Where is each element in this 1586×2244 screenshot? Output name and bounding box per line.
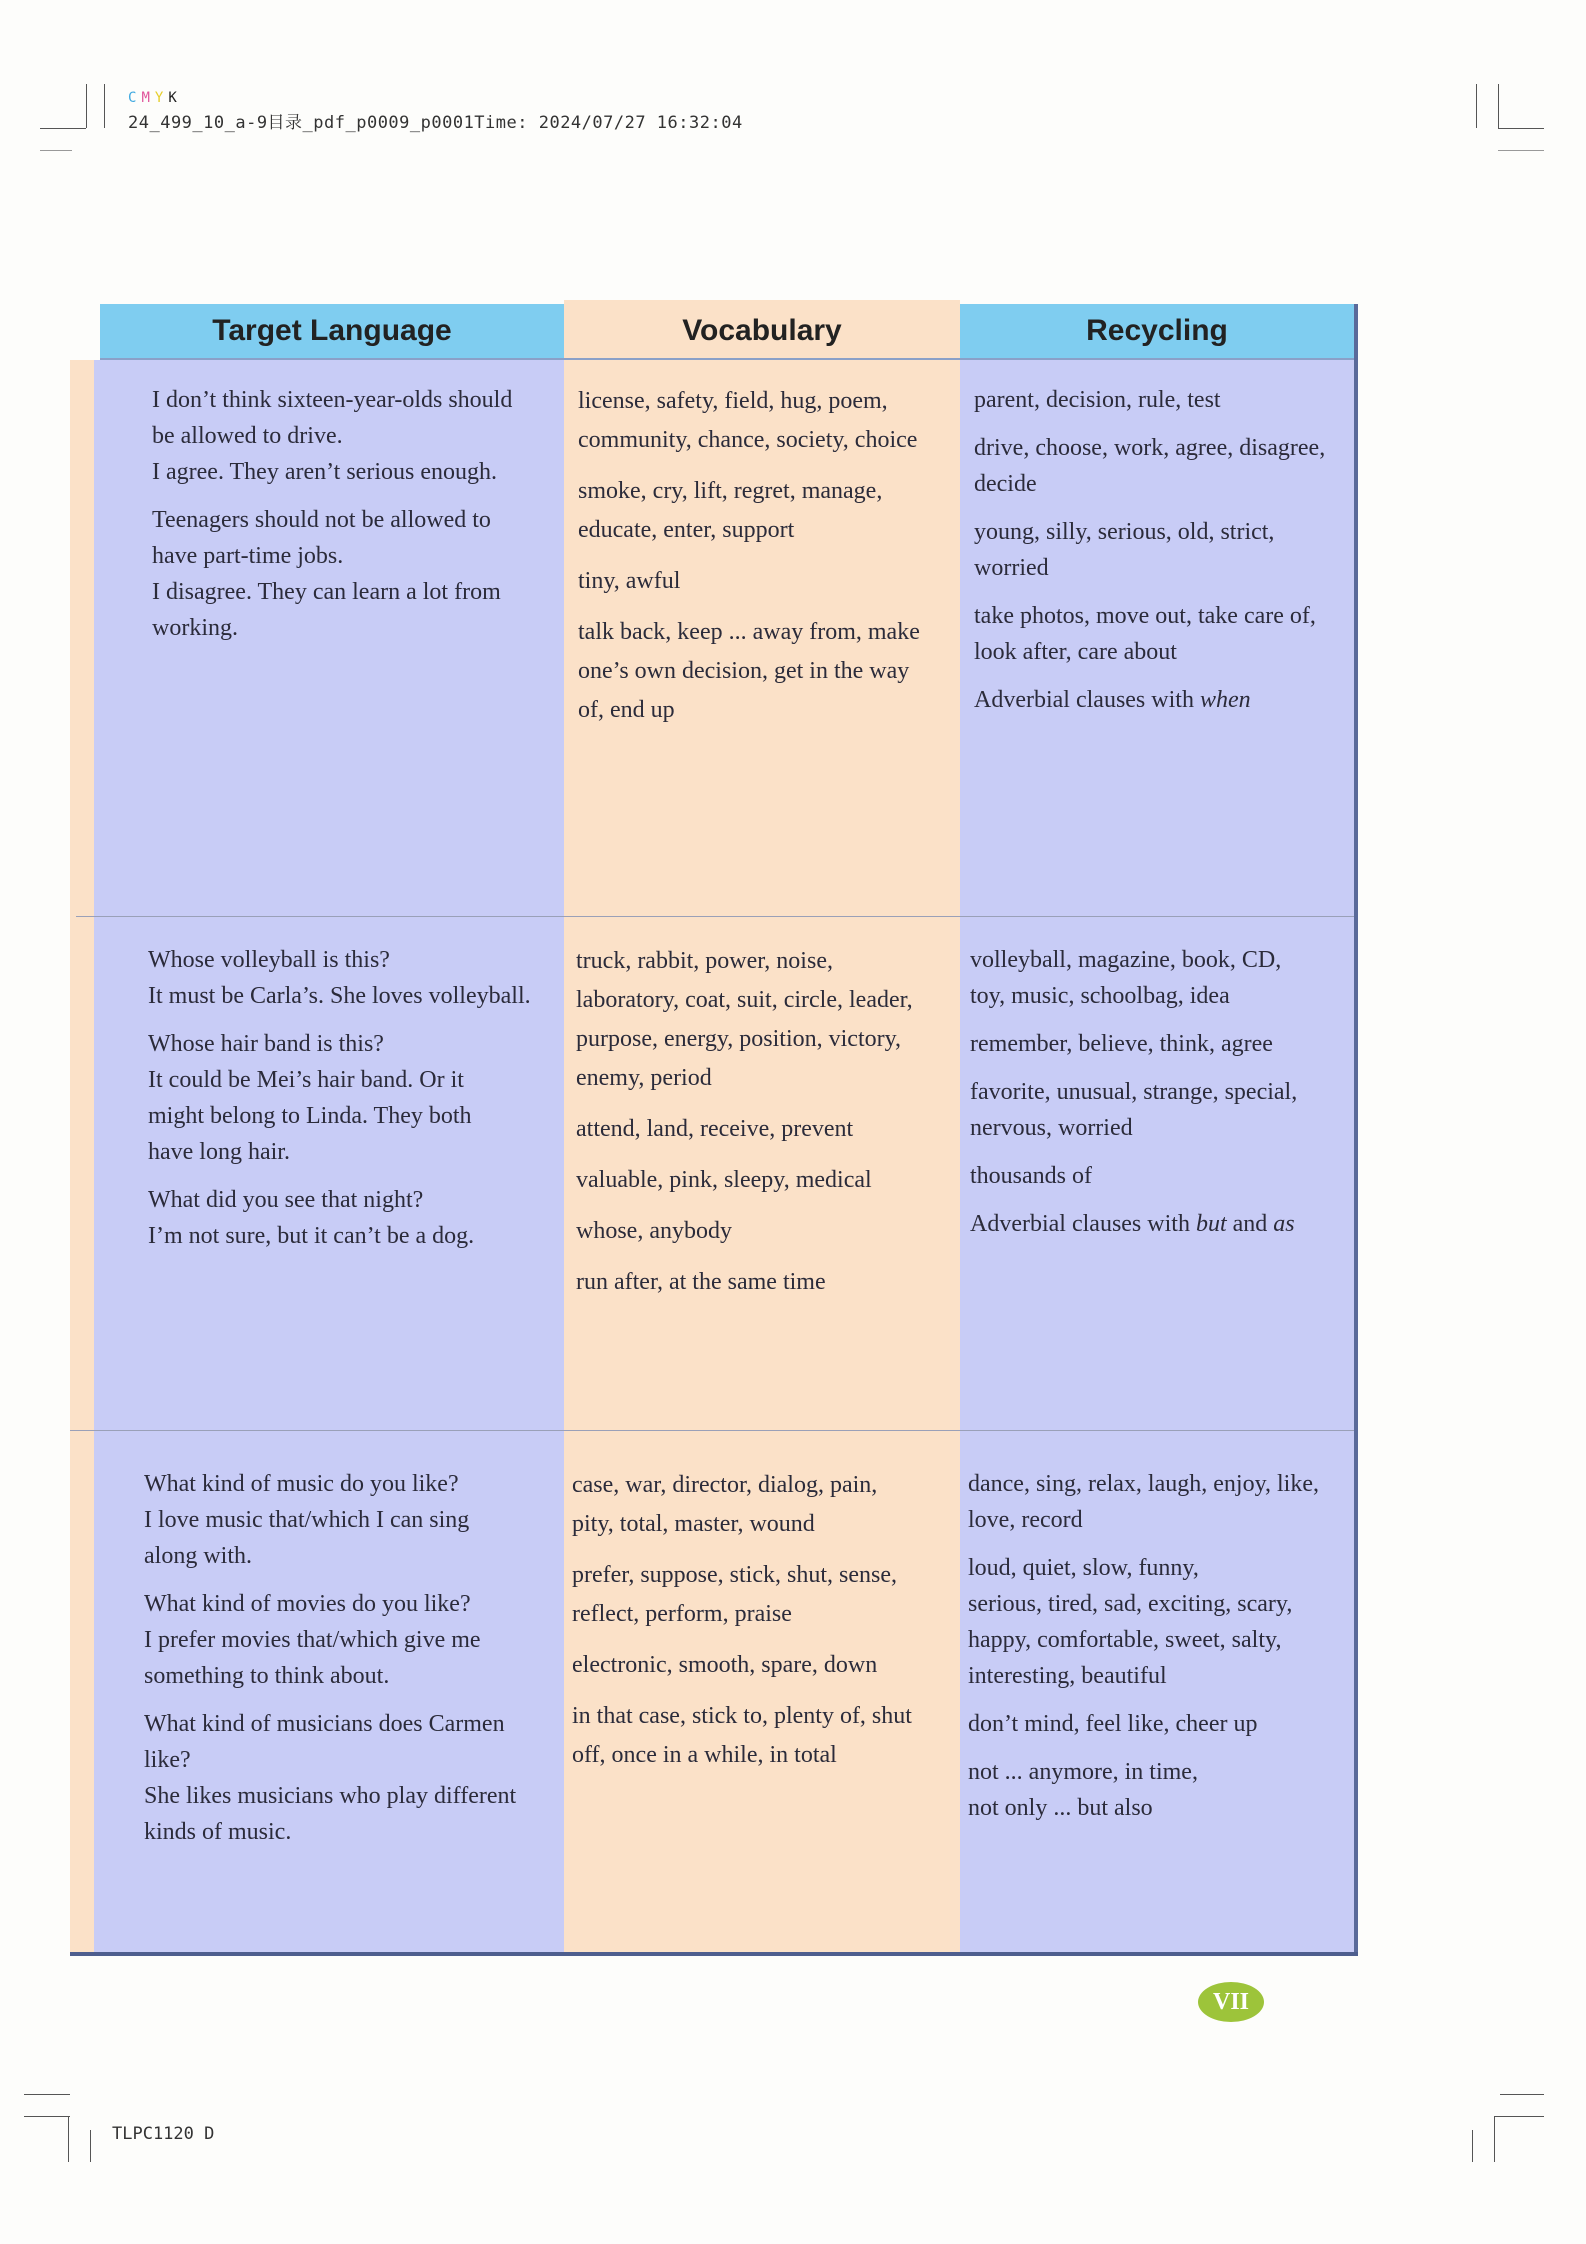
crop-mark (1498, 128, 1544, 129)
paragraph (968, 1550, 1350, 1694)
row3-recycling (968, 1466, 1350, 1838)
line: license, safety, field, hug, poem, (578, 388, 888, 414)
line: like? (144, 1747, 191, 1773)
line: working. (152, 615, 238, 641)
line: I’m not sure, but it can’t be a dog. (148, 1223, 475, 1249)
crop-mark (1494, 2116, 1495, 2162)
line: I don’t think sixteen-year-olds should (152, 387, 513, 413)
line: be allowed to drive. (152, 423, 343, 449)
line: loud, quiet, slow, funny, (968, 1555, 1199, 1581)
row-divider (70, 1430, 1354, 1431)
paragraph (578, 382, 952, 460)
line: worried (974, 555, 1049, 581)
paragraph (576, 1212, 956, 1251)
paragraph (572, 1556, 956, 1634)
paragraph (148, 1182, 558, 1254)
paragraph (144, 1466, 558, 1574)
line: along with. (144, 1543, 252, 1569)
print-file-info: 24_499_10_a-9目录_pdf_p0009_p0001Time: 2024/07/27 16:32:04 (128, 113, 743, 133)
line: I prefer movies that/which give me (144, 1627, 481, 1653)
paragraph (974, 382, 1350, 418)
line: might belong to Linda. They both (148, 1103, 472, 1129)
paragraph (974, 514, 1350, 586)
line: look after, care about (974, 639, 1177, 665)
line: serious, tired, sad, exciting, scary, (968, 1591, 1293, 1617)
row2-vocabulary (576, 942, 956, 1314)
line: tiny, awful (578, 568, 681, 594)
grammar-term: but (1195, 1211, 1227, 1237)
line: laboratory, coat, suit, circle, leader, (576, 987, 913, 1013)
line: attend, land, receive, prevent (576, 1116, 854, 1142)
line: community, chance, society, choice (578, 427, 918, 453)
paragraph (970, 1074, 1350, 1146)
line: Whose hair band is this? (148, 1031, 384, 1057)
line: not only ... but also (968, 1795, 1153, 1821)
paragraph (148, 1026, 558, 1170)
paragraph (970, 1026, 1350, 1062)
line: smoke, cry, lift, regret, manage, (578, 478, 883, 504)
header-vocabulary: Vocabulary (682, 314, 842, 347)
line: volleyball, magazine, book, CD, (970, 947, 1282, 973)
row1-target-language (152, 382, 552, 658)
crop-mark (90, 2130, 91, 2162)
cmyk-y: Y (154, 90, 167, 106)
line: favorite, unusual, strange, special, (970, 1079, 1298, 1105)
line: It could be Mei’s hair band. Or it (148, 1067, 464, 1093)
paragraph (578, 613, 952, 730)
header-recycling: Recycling (1086, 314, 1228, 347)
cmyk-k: K (168, 90, 180, 106)
line: Adverbial clauses with but and as (970, 1211, 1295, 1237)
paragraph (576, 1110, 956, 1149)
line: drive, choose, work, agree, disagree, (974, 435, 1326, 461)
line: whose, anybody (576, 1218, 732, 1244)
line: thousands of (970, 1163, 1092, 1189)
line: love, record (968, 1507, 1083, 1533)
paragraph (576, 1263, 956, 1302)
line: What did you see that night? (148, 1187, 424, 1213)
line: happy, comfortable, sweet, salty, (968, 1627, 1282, 1653)
paragraph (572, 1466, 956, 1544)
line: pity, total, master, wound (572, 1511, 815, 1537)
line: valuable, pink, sleepy, medical (576, 1167, 872, 1193)
line: What kind of movies do you like? (144, 1591, 471, 1617)
paragraph (974, 598, 1350, 670)
line: don’t mind, feel like, cheer up (968, 1711, 1258, 1737)
crop-mark (1472, 2130, 1473, 2162)
row1-recycling (974, 382, 1350, 730)
row3-target-language (144, 1466, 558, 1862)
row2-recycling (970, 942, 1350, 1254)
paragraph (152, 382, 552, 490)
paragraph (576, 1161, 956, 1200)
line: toy, music, schoolbag, idea (970, 983, 1230, 1009)
line: electronic, smooth, spare, down (572, 1652, 878, 1678)
grammar-term: as (1273, 1211, 1295, 1237)
line: I agree. They aren’t serious enough. (152, 459, 497, 485)
crop-mark (86, 84, 87, 128)
cmyk-marks (128, 90, 182, 106)
line: I disagree. They can learn a lot from (152, 579, 501, 605)
line: have long hair. (148, 1139, 290, 1165)
paragraph (974, 430, 1350, 502)
paragraph (148, 942, 558, 1014)
line: Whose volleyball is this? (148, 947, 390, 973)
line: prefer, suppose, stick, shut, sense, (572, 1562, 897, 1588)
crop-mark (24, 2116, 70, 2117)
line: What kind of music do you like? (144, 1471, 459, 1497)
paragraph (968, 1466, 1350, 1538)
paragraph (144, 1586, 558, 1694)
page-number-badge: VII (1198, 1982, 1264, 2022)
line: dance, sing, relax, laugh, enjoy, like, (968, 1471, 1319, 1497)
line: take photos, move out, take care of, (974, 603, 1316, 629)
cmyk-c: C (128, 90, 140, 106)
left-peach-margin (70, 360, 94, 1952)
line: I love music that/which I can sing (144, 1507, 470, 1533)
header-target-language: Target Language (212, 314, 452, 347)
paragraph (578, 562, 952, 601)
right-border (1354, 304, 1358, 1956)
cmyk-m: M (141, 90, 153, 106)
line: She likes musicians who play different (144, 1783, 517, 1809)
crop-mark (1476, 84, 1477, 128)
line: have part-time jobs. (152, 543, 344, 569)
line: educate, enter, support (578, 517, 795, 543)
paragraph (576, 942, 956, 1098)
paragraph (144, 1706, 558, 1850)
paragraph (970, 942, 1350, 1014)
grammar-term: when (1199, 687, 1251, 713)
paragraph (968, 1754, 1350, 1826)
crop-mark (1500, 2094, 1544, 2095)
line: talk back, keep ... away from, make (578, 619, 920, 645)
line: decide (974, 471, 1037, 497)
line: kinds of music. (144, 1819, 292, 1845)
paragraph (974, 682, 1350, 718)
crop-mark (24, 2094, 70, 2095)
line: What kind of musicians does Carmen (144, 1711, 505, 1737)
row2-target-language (148, 942, 558, 1266)
line: in that case, stick to, plenty of, shut (572, 1703, 912, 1729)
paragraph (968, 1706, 1350, 1742)
paragraph (572, 1697, 956, 1775)
crop-mark (1498, 150, 1544, 151)
crop-mark (40, 150, 72, 151)
line: Teenagers should not be allowed to (152, 507, 491, 533)
paragraph (572, 1646, 956, 1685)
line: one’s own decision, get in the way (578, 658, 910, 684)
line: not ... anymore, in time, (968, 1759, 1198, 1785)
line: It must be Carla’s. She loves volleyball. (148, 983, 531, 1009)
crop-mark (68, 2116, 69, 2162)
line: case, war, director, dialog, pain, (572, 1472, 878, 1498)
line: of, end up (578, 697, 675, 723)
line: purpose, energy, position, victory, (576, 1026, 902, 1052)
row-divider (76, 916, 1354, 917)
crop-mark (104, 84, 105, 128)
line: parent, decision, rule, test (974, 387, 1221, 413)
paragraph (152, 502, 552, 646)
line: truck, rabbit, power, noise, (576, 948, 833, 974)
crop-mark (40, 128, 86, 129)
footer-print-code: TLPC1120 D (112, 2124, 215, 2144)
crop-mark (1498, 84, 1499, 128)
line: enemy, period (576, 1065, 712, 1091)
line: interesting, beautiful (968, 1663, 1167, 1689)
bottom-border (70, 1952, 1358, 1956)
line: reflect, perform, praise (572, 1601, 792, 1627)
line: off, once in a while, in total (572, 1742, 837, 1768)
crop-mark (1494, 2116, 1544, 2117)
header-divider (100, 358, 1354, 360)
line: run after, at the same time (576, 1269, 826, 1295)
line: nervous, worried (970, 1115, 1133, 1141)
paragraph (970, 1158, 1350, 1194)
paragraph (578, 472, 952, 550)
line: Adverbial clauses with when (974, 687, 1251, 713)
line: remember, believe, think, agree (970, 1031, 1273, 1057)
line: young, silly, serious, old, strict, (974, 519, 1275, 545)
paragraph (970, 1206, 1350, 1242)
line: something to think about. (144, 1663, 390, 1689)
row1-vocabulary (578, 382, 952, 742)
row3-vocabulary (572, 1466, 956, 1787)
